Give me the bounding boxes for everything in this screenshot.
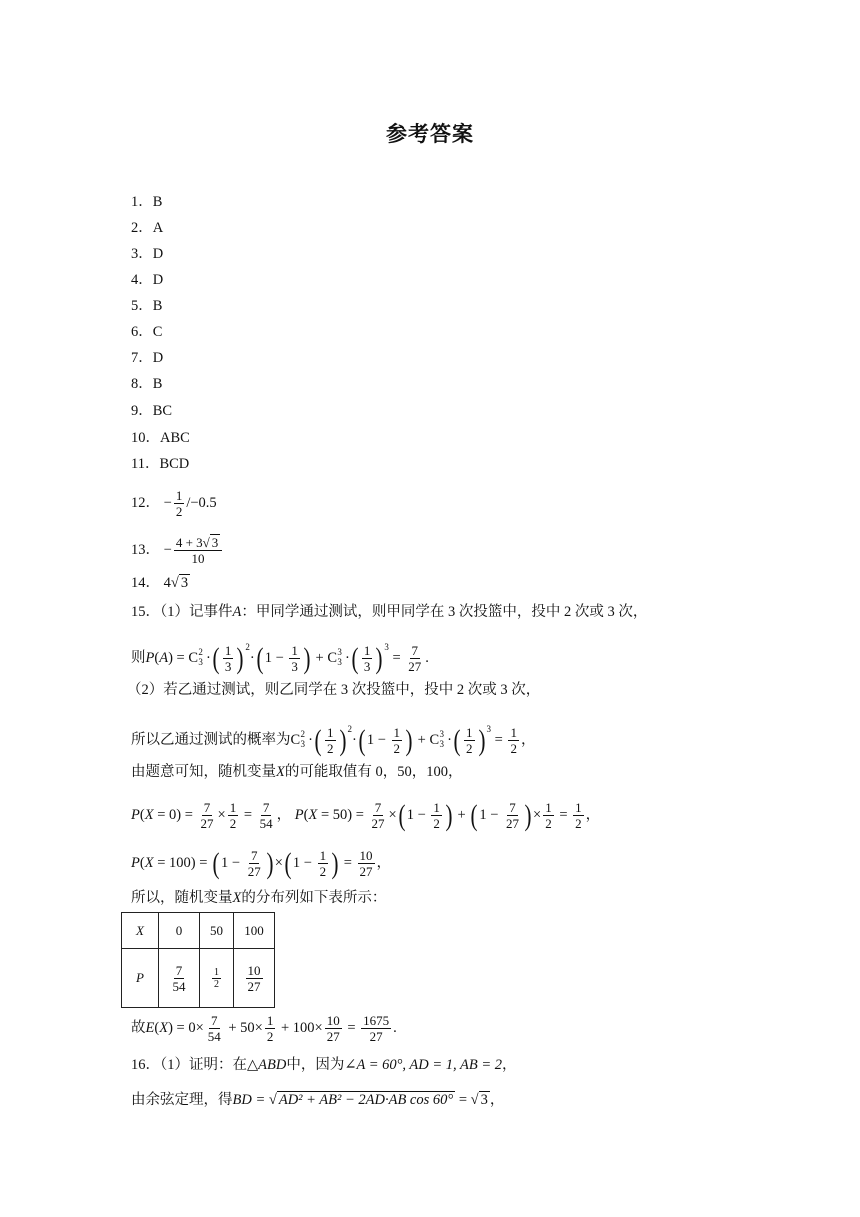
numerator: 1 — [175, 488, 183, 503]
text: . — [425, 650, 429, 666]
variable-x: X — [232, 890, 242, 906]
table-cell: $\frac{10}{27}$ — [234, 949, 275, 1008]
denominator: 2 — [175, 504, 183, 519]
question-number: 1． — [131, 194, 153, 210]
answer-value: A — [152, 220, 164, 236]
answer-3 — [131, 244, 163, 264]
table-cell: $\frac{1}{2}$ — [200, 949, 234, 1008]
radicand: AD² + AB² − 2AD·AB cos 60° — [278, 1092, 454, 1108]
text: 15．（1）记事件 — [131, 604, 233, 620]
answer-value: ABC — [160, 430, 190, 446]
answer-value: B — [152, 298, 163, 314]
sqrt: √ 3 — [470, 1092, 488, 1108]
text: 所以乙通过测试的概率为 — [131, 732, 291, 748]
text: 由余弦定理，得 — [131, 1092, 233, 1108]
table-cell: 100 — [234, 913, 275, 949]
answer-9 — [131, 401, 172, 421]
text: ：甲同学通过测试，则甲同学在 3 次投篮中，投中 2 次或 3 次， — [241, 604, 648, 620]
text: ， — [502, 1057, 517, 1073]
sqrt: √ 3 — [202, 535, 219, 550]
q15-formula-pa: 则P(A) = C 2 3 ·( $\frac{1}{3}$ ) $^2$·( 1 − $\frac{1}{3}$ ) + C 3 3 ·( $\frac{1}{3}$ ) $^3$ = $\frac{7}{27}$ . — [131, 641, 429, 675]
q15-formula-prob: 所以乙通过测试的概率为C 2 3 ·( $\frac{1}{2}$ ) $^2$·( 1 − $\frac{1}{2}$ ) + C 3 3 ·( $\frac{1}{2}$ ) $^3$ = $\frac{1}{2}$ ， — [131, 723, 536, 757]
answer-4 — [131, 270, 163, 290]
fraction — [174, 488, 185, 519]
answer-13 — [131, 535, 224, 566]
q15-prob-0-50: P(X = 0) = $\frac{7}{27}$ × $\frac{1}{2}$ = $\frac{7}{54}$ ， P(X = 50) = $\frac{7}{27}$ ×( 1 − $\frac{1}{2}$ ) + ( 1 − $\frac{7}{27}$ ) × $\frac{1}{2}$ = $\frac{1}{2}$ ， — [131, 798, 601, 832]
radicand: 3 — [480, 1092, 488, 1108]
table-cell: $\frac{7}{54}$ — [159, 949, 200, 1008]
answer-value: B — [152, 194, 163, 210]
minus-sign: − — [163, 494, 172, 511]
table-cell: 0 — [159, 913, 200, 949]
text: 则 — [131, 650, 146, 666]
answer-value: BC — [152, 403, 173, 419]
q15-values — [131, 762, 462, 782]
combination: C 2 3 — [188, 647, 203, 667]
text: ， — [520, 732, 536, 748]
table-row — [122, 913, 275, 949]
fraction — [174, 535, 222, 566]
answer-5 — [131, 296, 162, 316]
text: ， — [489, 1092, 505, 1108]
radicand: 3 — [211, 535, 219, 550]
answer-8 — [131, 374, 162, 394]
table-cell: P — [122, 949, 159, 1008]
distribution-table — [121, 912, 275, 1008]
text: 故 — [131, 1019, 146, 1036]
answer-12 — [131, 488, 217, 519]
question-number: 4． — [131, 272, 153, 288]
text: = — [455, 1092, 471, 1108]
answer-1 — [131, 192, 162, 212]
question-number: 9． — [131, 403, 153, 419]
variable-x: X — [276, 764, 285, 780]
answer-6 — [131, 322, 162, 342]
q15-prob-100: P(X = 100) = ( 1 − $\frac{7}{27}$ ) ×( 1 − $\frac{1}{2}$ ) = $\frac{10}{27}$ ， — [131, 846, 391, 880]
question-number: 14． — [131, 575, 160, 591]
table-cell: 50 — [200, 913, 234, 949]
triangle: △ABD — [247, 1057, 287, 1073]
answer-alt: /−0.5 — [186, 494, 217, 511]
text: 的分布列如下表所示： — [241, 890, 387, 906]
answer-value: B — [152, 376, 163, 392]
question-number: 3． — [131, 246, 153, 262]
minus-sign: − — [163, 541, 172, 558]
text: 的可能取值有 0，50，100， — [284, 764, 463, 780]
question-number: 7． — [131, 350, 153, 366]
q16-line2 — [131, 1090, 504, 1110]
q15-expectation: 故E(X) = 0× $\frac{7}{54}$ + 50× $\frac{1}{2}$ + 100× $\frac{10}{27}$ = $\frac{1675}{27}$ . — [131, 1013, 397, 1044]
question-number: 12． — [131, 494, 160, 511]
answer-value: BCD — [159, 456, 190, 472]
answer-value: D — [152, 272, 164, 288]
sqrt: √ AD² + AB² − 2AD·AB cos 60° — [268, 1092, 454, 1108]
page-title: 参考答案 — [386, 122, 474, 146]
text: 16．（1）证明：在 — [131, 1057, 247, 1073]
table-cell: X — [122, 913, 159, 949]
question-number: 11． — [131, 456, 160, 472]
q15-part2: （2）若乙通过测试，则乙同学在 3 次投篮中，投中 2 次或 3 次， — [127, 682, 541, 698]
event-symbol: A — [232, 604, 242, 620]
text: 所以，随机变量 — [131, 890, 233, 906]
denominator: 10 — [191, 551, 205, 566]
answer-value: C — [152, 324, 163, 340]
numerator-part: 4 + 3 — [175, 535, 203, 550]
sqrt: √ 3 — [170, 575, 189, 591]
question-number: 2． — [131, 220, 153, 236]
answer-value: D — [152, 350, 164, 366]
radicand: 3 — [180, 575, 189, 591]
condition: ∠A = 60°, AD = 1, AB = 2 — [344, 1057, 503, 1073]
text: 由题意可知，随机变量 — [131, 764, 276, 780]
question-number: 5． — [131, 298, 153, 314]
question-number: 13． — [131, 541, 160, 558]
answer-14 — [131, 573, 190, 593]
numerator — [174, 535, 222, 551]
table-row — [122, 949, 275, 1008]
answer-10 — [131, 428, 190, 448]
answer-11 — [131, 454, 189, 474]
q15-line1 — [131, 602, 647, 622]
q15-dist-text — [131, 888, 386, 908]
q16-line1 — [131, 1055, 517, 1075]
question-number: 6． — [131, 324, 153, 340]
answer-value: D — [152, 246, 164, 262]
bd-label: BD = — [232, 1092, 269, 1108]
text: 中，因为 — [286, 1057, 345, 1073]
answer-7 — [131, 348, 163, 368]
question-number: 8． — [131, 376, 153, 392]
coefficient: 4 — [163, 575, 171, 591]
question-number: 10． — [131, 430, 160, 446]
answer-2 — [131, 218, 163, 238]
